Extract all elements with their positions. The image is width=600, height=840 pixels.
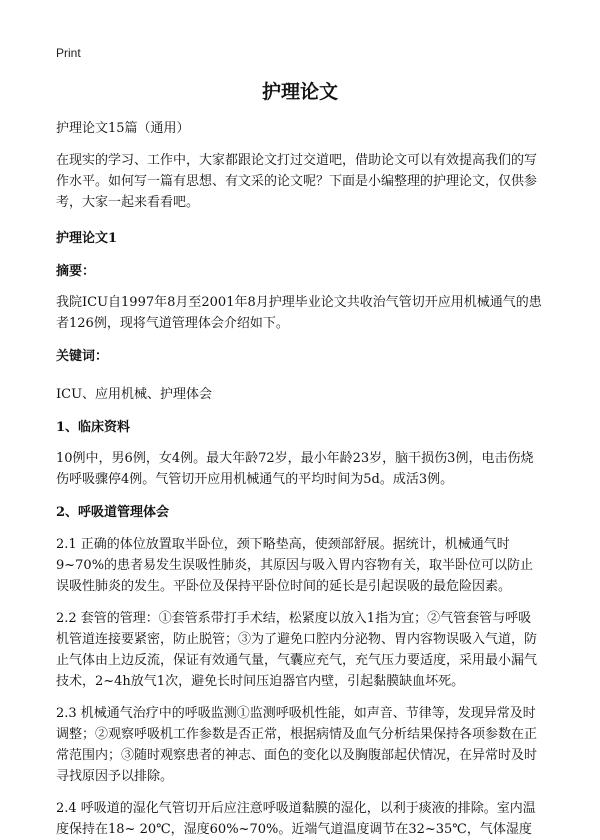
paragraph-2-2: 2.2 套管的管理：①套管系带打手术结，松紧度以放入1指为宜；②气管套管与呼吸机管道连接要紧密，防止脱管；③为了避免口腔内分泌物、胃内容物误吸入气道，防止气体由上边反流，保证有效通气量，气囊应充气，充气压力要适度，采用最小漏气技术，2~4h放气1次，避免长时间压迫器官内壁，引起黏膜缺血坏死。: [56, 611, 538, 689]
paragraph-2-4: 2.4 呼吸道的湿化气管切开后应注意呼吸道黏膜的湿化，以利于痰液的排除。室内温度保持在18~ 20℃，湿度60%~70%。近端气道温度调节在32~35℃，气体湿度: [56, 801, 536, 837]
paragraph-2-1: 2.1 正确的体位放置取半卧位，颈下略垫高，使颈部舒展。据统计，机械通气时9~70%的患者易发生误吸性肺炎，其原因与吸入胃内容物有关，取半卧位可以防止误吸性肺炎的发生。平卧位及保持平卧位时间的延长是引起误吸的最危险因素。: [56, 537, 534, 594]
keywords-label: 关键词：: [56, 349, 109, 364]
article-heading: 护理论文1: [56, 231, 118, 246]
subtitle: 护理论文15篇（通用）: [56, 121, 190, 136]
abstract-text: 我院ICU自1997年8月至2001年8月护理毕业论文共收治气管切开应用机械通气的患者126例，现将气道管理体会介绍如下。: [56, 295, 542, 331]
section1-text: 10例中，男6例，女4例。最大年龄72岁，最小年龄23岁，脑干损伤3例，电击伤烧伤呼吸骤停4例。气管切开应用机械通气的平均时间为5d。成活3例。: [56, 451, 534, 487]
print-link[interactable]: Print: [56, 46, 81, 60]
section2-heading: 2、呼吸道管理体会: [56, 505, 170, 520]
paragraph-2-3: 2.3 机械通气治疗中的呼吸监测①监测呼吸机性能，如声音、节律等，发现异常及时调整；②观察呼吸机工作参数是否正常，根据病情及血气分析结果保持各项参数在正常范围内；③随时观察患者的神志、面色的变化以及胸腹部起伏情况，在异常时及时寻找原因予以排除。: [56, 706, 538, 784]
document-body: [56, 60, 544, 840]
page-title: 护理论文: [261, 81, 338, 103]
keywords-text: ICU、应用机械、护理体会: [56, 387, 213, 402]
intro-paragraph: 在现实的学习、工作中，大家都跟论文打过交道吧，借助论文可以有效提高我们的写作水平。如何写一篇有思想、有文采的论文呢？下面是小编整理的护理论文，仅供参考，大家一起来看看吧。: [56, 153, 538, 210]
abstract-label: 摘要：: [56, 264, 96, 279]
section1-heading: 1、临床资料: [56, 420, 131, 435]
